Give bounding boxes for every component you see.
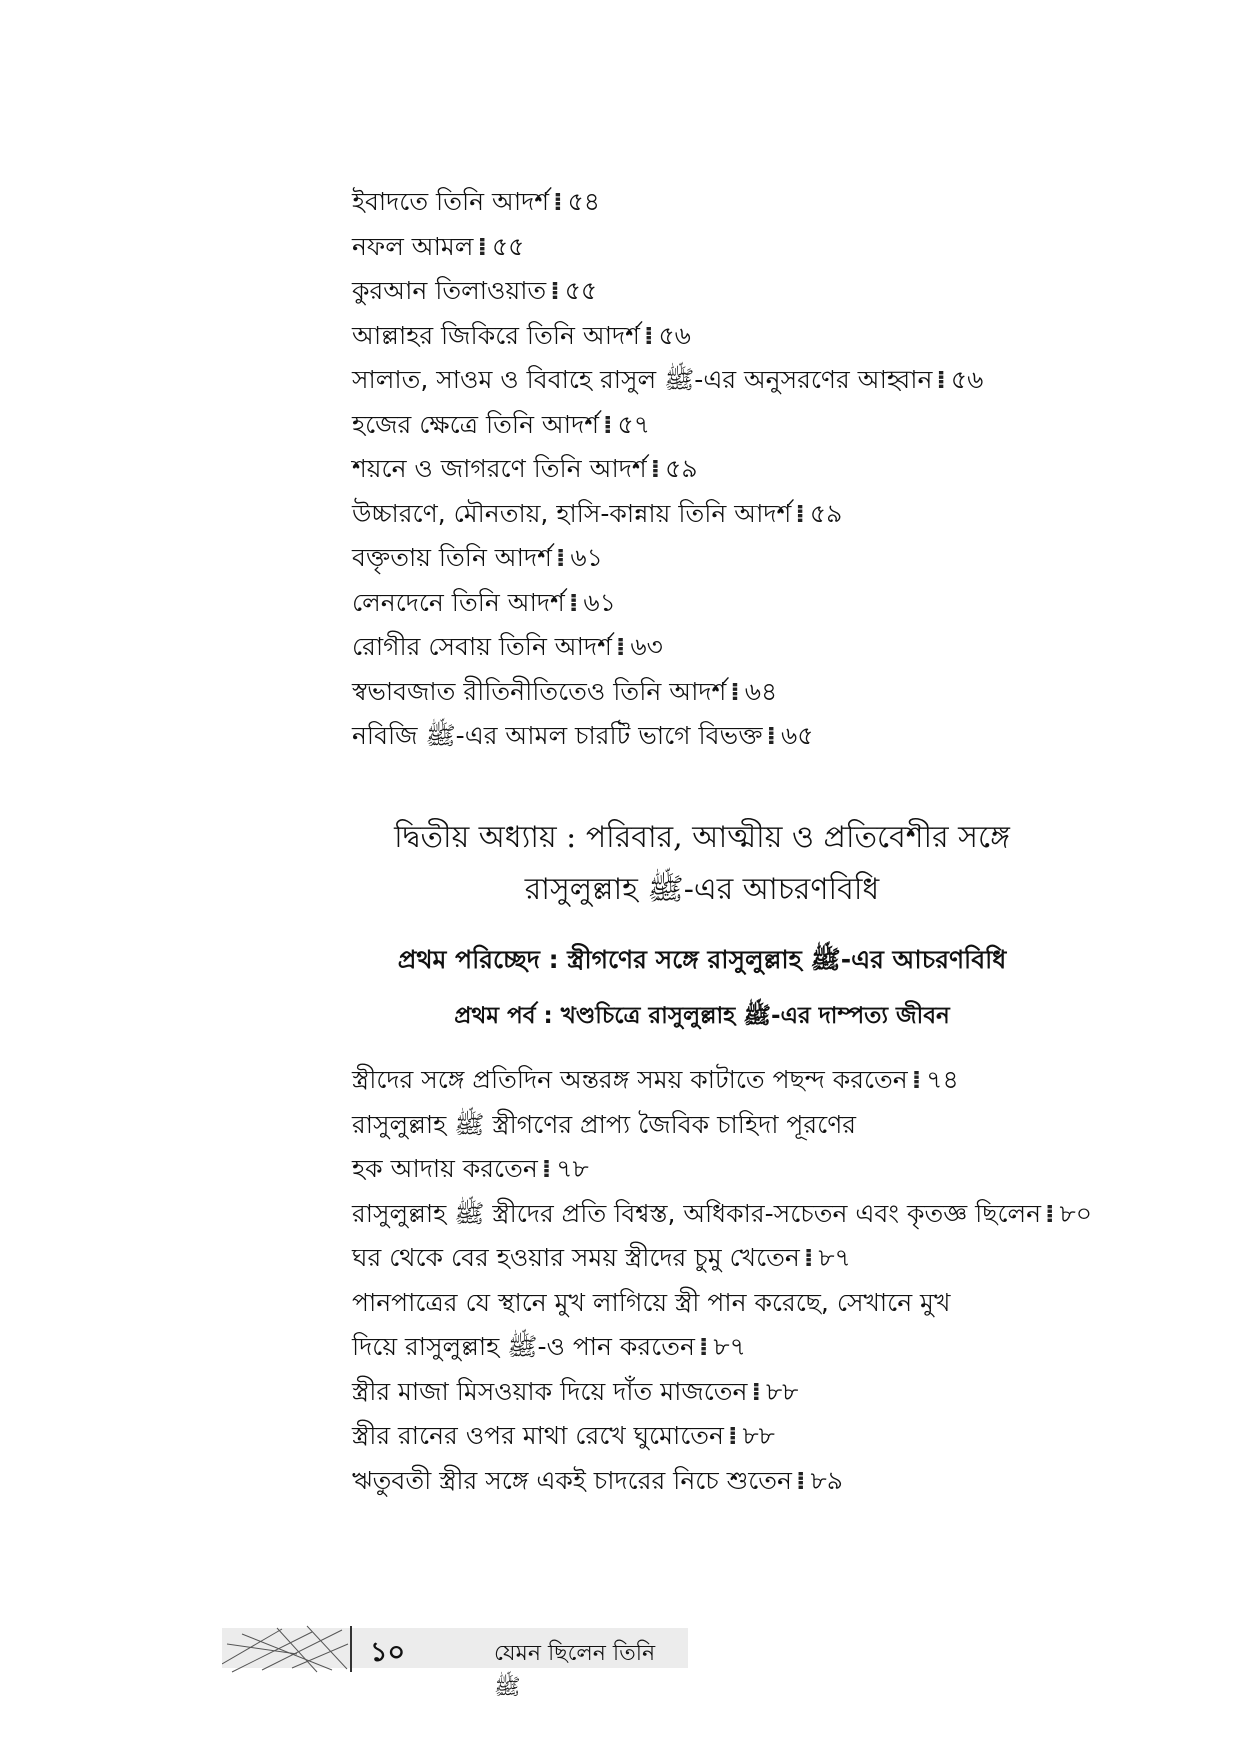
toc-entry-page: ৫৯ xyxy=(665,454,698,483)
separator-icon: ⁞ xyxy=(541,1154,551,1183)
separator-icon: ⁞ xyxy=(795,498,804,528)
toc-entry-page: ৬৩ xyxy=(630,632,663,661)
separator-icon: ⁞ xyxy=(751,1376,760,1406)
toc-entry-page: ৭৮ xyxy=(556,1154,589,1183)
separator-icon: ⁞ xyxy=(766,721,775,750)
toc-entry-title: ইবাদতে তিনি আদর্শ xyxy=(352,187,550,216)
toc-entry-page: ৬৫ xyxy=(780,721,814,750)
separator-icon: ⁞ xyxy=(911,1065,921,1094)
separator-icon: ⁞ xyxy=(795,1465,805,1495)
toc-entry-page: ৫৬ xyxy=(950,365,984,394)
toc-entry xyxy=(352,358,1192,403)
toc-entry-title: স্ত্রীর মাজা মিসওয়াক দিয়ে দাঁত মাজতেন xyxy=(352,1376,748,1406)
toc-entry-page: ৫৯ xyxy=(809,498,843,528)
toc-entry-title: দিয়ে রাসুলুল্লাহ ﷺ-ও পান করতেন xyxy=(352,1332,695,1361)
separator-icon: ⁞ xyxy=(727,1421,737,1450)
toc-entry-page: ৫৬ xyxy=(658,320,691,350)
toc-entry-page: ৫৭ xyxy=(617,409,651,439)
chapter-heading-line2: রাসুলুল্লাহ ﷺ-এর আচরণবিধি xyxy=(524,872,880,907)
footer-divider xyxy=(350,1626,352,1672)
toc-entry xyxy=(352,1103,1192,1148)
toc-entry-title: হক আদায় করতেন xyxy=(352,1154,538,1183)
toc-list-part1 xyxy=(352,180,1192,759)
toc-entry-title: উচ্চারণে, মৌনতায়, হাসি-কান্নায় তিনি আদর্শ xyxy=(352,498,792,528)
toc-entry xyxy=(352,1058,1192,1103)
toc-entry xyxy=(352,1147,1192,1192)
toc-entry-page: ৫৫ xyxy=(491,231,525,261)
toc-entry-page: ৬১ xyxy=(583,587,616,617)
toc-entry-title: ঋতুবতী স্ত্রীর সঙ্গে একই চাদরের নিচে শুতেন xyxy=(352,1465,792,1495)
separator-icon: ⁞ xyxy=(936,365,945,394)
separator-icon: ⁞ xyxy=(803,1243,813,1272)
geometric-pattern-icon xyxy=(222,1624,350,1674)
toc-entry-title: কুরআন তিলাওয়াত xyxy=(352,276,547,305)
toc-entry-title: রোগীর সেবায় তিনি আদর্শ xyxy=(352,632,612,661)
toc-entry xyxy=(352,447,1192,492)
separator-icon: ⁞ xyxy=(555,543,565,572)
toc-entry xyxy=(352,1192,1192,1237)
separator-icon: ⁞ xyxy=(568,587,578,617)
toc-entry xyxy=(352,225,1192,270)
separator-icon: ⁞ xyxy=(550,276,559,305)
toc-entry-page: ৫৪ xyxy=(567,187,601,216)
separator-icon: ⁞ xyxy=(698,1332,708,1361)
toc-entry xyxy=(352,314,1192,359)
toc-entry-title: শয়নে ও জাগরণে তিনি আদর্শ xyxy=(352,454,647,483)
toc-entry xyxy=(352,1459,1192,1504)
toc-entry xyxy=(352,492,1192,537)
toc-entry-page: ৬১ xyxy=(570,543,603,572)
toc-entry xyxy=(352,1325,1192,1370)
toc-entry-title: রাসুলুল্লাহ ﷺ স্ত্রীগণের প্রাপ্য জৈবিক চাহিদা পূরণের xyxy=(352,1109,857,1139)
separator-icon: ⁞ xyxy=(615,632,625,661)
separator-icon: ⁞ xyxy=(477,231,486,261)
parba-heading: প্রথম পর্ব : খণ্ডচিত্রে রাসুলুল্লাহ ﷺ-এর দাম্পত্য জীবন xyxy=(454,1003,950,1029)
toc-entry xyxy=(352,714,1192,759)
toc-entry xyxy=(352,670,1192,715)
toc-entry-title: নবিজি ﷺ-এর আমল চারটি ভাগে বিভক্ত xyxy=(352,721,763,750)
toc-entry-title: বক্তৃতায় তিনি আদর্শ xyxy=(352,543,552,572)
toc-entry-page: ৮৭ xyxy=(713,1332,746,1361)
toc-entry xyxy=(352,180,1192,225)
page-footer xyxy=(222,1624,688,1700)
chapter-heading-line1: দ্বিতীয় অধ্যায় : পরিবার, আত্মীয় ও প্রতিবেশীর সঙ্গে xyxy=(394,820,1010,855)
toc-list-part2 xyxy=(352,1058,1192,1503)
chapter-heading xyxy=(352,812,1052,916)
toc-entry xyxy=(352,1370,1192,1415)
toc-entry-title: স্ত্রীদের সঙ্গে প্রতিদিন অন্তরঙ্গ সময় কাটাতে পছন্দ করতেন xyxy=(352,1065,908,1094)
page-number: ১০ xyxy=(370,1637,406,1668)
toc-entry-page: ৬৪ xyxy=(744,676,778,706)
toc-entry-title: আল্লাহর জিকিরে তিনি আদর্শ xyxy=(352,320,640,350)
separator-icon: ⁞ xyxy=(650,454,660,483)
toc-entry xyxy=(352,581,1192,626)
toc-entry-title: পানপাত্রের যে স্থানে মুখ লাগিয়ে স্ত্রী পান করেছে, সেখানে মুখ xyxy=(352,1287,951,1317)
toc-entry-title: রাসুলুল্লাহ ﷺ স্ত্রীদের প্রতি বিশ্বস্ত, অধিকার-সচেতন এবং কৃতজ্ঞ ছিলেন xyxy=(352,1198,1042,1228)
toc-entry-title: স্বভাবজাত রীতিনীতিতেও তিনি আদর্শ xyxy=(352,676,727,706)
toc-entry-page: ৮৯ xyxy=(810,1465,843,1495)
separator-icon: ⁞ xyxy=(643,320,653,350)
toc-entry xyxy=(352,1414,1192,1459)
toc-entry-title: স্ত্রীর রানের ওপর মাথা রেখে ঘুমোতেন xyxy=(352,1421,724,1450)
separator-icon: ⁞ xyxy=(553,187,562,216)
toc-entry-title: হজের ক্ষেত্রে তিনি আদর্শ xyxy=(352,409,600,439)
toc-entry-title: ঘর থেকে বের হওয়ার সময় স্ত্রীদের চুমু খেতেন xyxy=(352,1243,800,1272)
toc-entry-title: লেনদেনে তিনি আদর্শ xyxy=(352,587,565,617)
toc-entry-page: ৮৮ xyxy=(765,1376,799,1406)
toc-entry xyxy=(352,1281,1192,1326)
separator-icon: ⁞ xyxy=(730,676,739,706)
toc-entry-page: ৮০ xyxy=(1059,1198,1093,1228)
separator-icon: ⁞ xyxy=(603,409,612,439)
toc-entry xyxy=(352,625,1192,670)
toc-entry xyxy=(352,1236,1192,1281)
pariched-heading: প্রথম পরিচ্ছেদ : স্ত্রীগণের সঙ্গে রাসুলুল্লাহ ﷺ-এর আচরণবিধি xyxy=(397,945,1007,974)
toc-entry xyxy=(352,536,1192,581)
toc-entry-title: নফল আমল xyxy=(352,231,474,261)
running-book-title: যেমন ছিলেন তিনি ﷺ xyxy=(494,1641,656,1700)
toc-entry-page: ৮৮ xyxy=(742,1421,775,1450)
separator-icon: ⁞ xyxy=(1045,1198,1054,1228)
toc-entry xyxy=(352,269,1192,314)
toc-entry-page: ৭৪ xyxy=(926,1065,959,1094)
toc-entry-title: সালাত, সাওম ও বিবাহে রাসুল ﷺ-এর অনুসরণের আহ্বান xyxy=(352,365,933,394)
toc-entry-page: ৮৭ xyxy=(818,1243,851,1272)
toc-entry xyxy=(352,403,1192,448)
toc-entry-page: ৫৫ xyxy=(564,276,598,305)
